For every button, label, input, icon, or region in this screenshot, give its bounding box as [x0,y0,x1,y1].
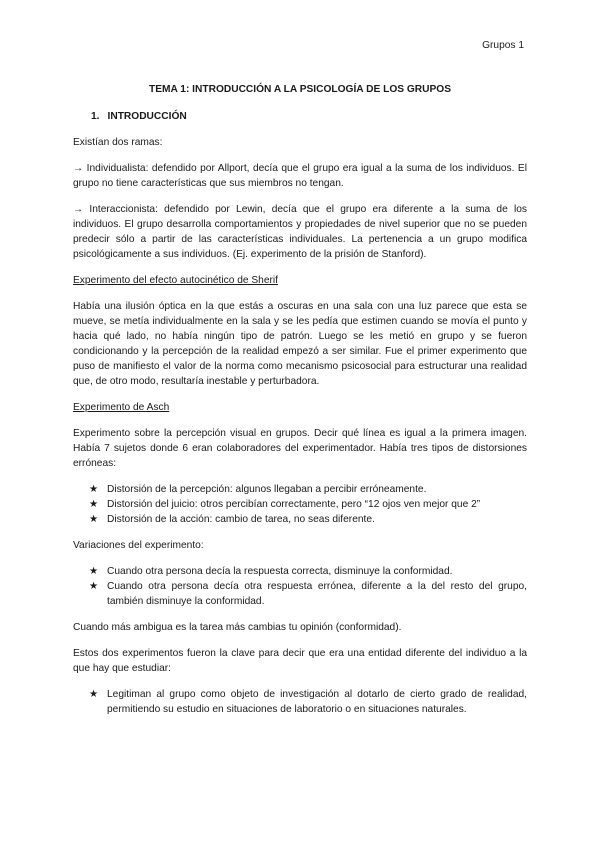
branch-interaccionista: → Interaccionista: defendido por Lewin, decía que el grupo era diferente a la suma de los individuos. El grupo desarrolla comportamientos y propiedades de nivel superior que no se pueden predecir sólo a partir de las características individuales. La pertenencia a un grupo modifica psicológicamente a sus individuos. (Ej. experimento de la prisión de Stanford). [73,204,527,260]
list-item-text: Distorsión de la percepción: algunos llegaban a percibir erróneamente. [107,484,427,495]
section-heading [73,109,527,124]
section-number: 1. [91,111,100,122]
list-item [89,687,527,717]
branch-individualista: → Individualista: defendido por Allport, decía que el grupo era igual a la suma de los individuos. El grupo no tiene características que sus miembros no tengan. [73,163,527,189]
list-item-text: Cuando otra persona decía la respuesta correcta, disminuye la conformidad. [107,566,453,577]
asch-heading: Experimento de Asch [73,402,170,413]
asch-paragraph: Experimento sobre la percepción visual en grupos. Decir qué línea es igual a la primera imagen. Había 7 sujetos donde 6 eran colaboradores del experimentador. Había tres tipos de distorsiones erróneas: [73,428,527,469]
list-item [89,497,527,512]
document-title: TEMA 1: INTRODUCCIÓN A LA PSICOLOGÍA DE LOS GRUPOS [148,84,452,95]
sherif-heading: Experimento del efecto autocinético de Sherif [73,275,279,286]
conclusion-paragraph: Estos dos experimentos fueron la clave para decir que era una entidad diferente del individuo a la que hay que estudiar: [73,648,527,674]
star-bullet-icon: ★ [89,514,99,525]
variations-intro: Variaciones del experimento: [73,540,204,551]
list-item [89,482,527,497]
conclusion-list [73,687,527,717]
list-item-text: Cuando otra persona decía otra respuesta errónea, diferente a la del resto del grupo, también disminuye la conformidad. [107,581,527,607]
sherif-paragraph: Había una ilusión óptica en la que estás a oscuras en una sala con una luz parece que esta se mueve, se metía individualmente en la sala y se les pedía que estimen cuando se movía el punto y hacia qué lado, no había ningún tipo de patrón. Luego se les metió en grupo y se fueron condicionando y la percepción de la realidad empezó a ser similar. Fue el primer experimento que puso de manifiesto el valor de la norma como mecanismo psicosocial para estructurar una realidad que, de otro modo, resultaría inestable y perturbadora. [73,301,527,387]
star-bullet-icon: ★ [89,689,99,700]
list-item-text: Legitiman al grupo como objeto de investigación al dotarlo de cierto grado de realidad, permitiendo su estudio en situaciones de laboratorio o en situaciones naturales. [107,689,527,715]
star-bullet-icon: ★ [89,566,99,577]
list-item [89,564,527,579]
list-item [89,512,527,527]
list-item-text: Distorsión del juicio: otros percibían correctamente, pero “12 ojos ven mejor que 2” [107,499,481,510]
star-bullet-icon: ★ [89,581,99,592]
list-item-text: Distorsión de la acción: cambio de tarea, no seas diferente. [107,514,375,525]
intro-paragraph: Existían dos ramas: [73,137,163,148]
document-body [73,82,527,728]
ambiguity-paragraph: Cuando más ambigua es la tarea más cambias tu opinión (conformidad). [73,622,402,633]
star-bullet-icon: ★ [89,499,99,510]
star-bullet-icon: ★ [89,484,99,495]
distortions-list [73,482,527,527]
section-title: INTRODUCCIÓN [107,111,187,122]
list-item [89,579,527,609]
page-header: Grupos 1 [482,40,524,51]
variations-list [73,564,527,609]
